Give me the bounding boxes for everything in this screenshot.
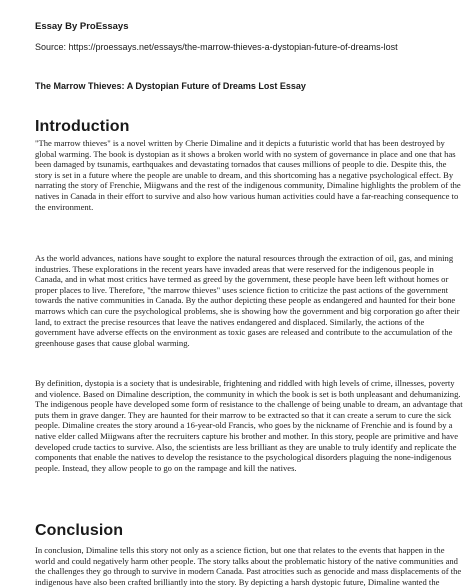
site-title: Essay By ProEssays	[35, 21, 129, 32]
paragraph-1: "The marrow thieves" is a novel written by Cherie Dimaline and it depicts a futuristic world that has been destroyed by global warming. The book is dystopian as it shows a broken world with no system of governance in place and one that has been damaged by tsunamis, earthquakes and devastating tornados that causes millions of people to die. Despite this, the story is set in a future where the people are unable to dream, and this shortcoming has a negative psychological effect. By narrating the story of Frenchie, Miigwans and the rest of the indigenous community, Dimaline highlights the problem of the natives in Canada in their effort to survive and also how various human activities could have a far-reaching consequence to the environment.	[35, 138, 461, 212]
essay-title: The Marrow Thieves: A Dystopian Future of Dreams Lost Essay	[35, 81, 306, 91]
paragraph-3: By definition, dystopia is a society that is undesirable, frightening and riddled with high levels of crime, illnesses, poverty and violence. Based on Dimaline description, the community in which the book is set is both unpleasant and dehumanizing. The indigenous people have developed some form of resistance to the challenge of being unable to dream, an advantage that puts them in grave danger. They are haunted for their marrow to be extracted so that it can create a serum to cure the sick people. Dimaline creates the story around a 16-year-old Francis, who goes by the nickname of Frenchie and is found by a native elder called Miigwans after the recruiters capture his brother and mother. In this story, people are primitive and have developed crude tactics to survive. Also, the scientists are less brilliant as they are unable to truly identify and replicate the components that enable the natives to develop the resistance to the psychological disorders plaguing the none-indigenous people. Instead, they allow people to go on the rampage and kill the natives.	[35, 378, 463, 473]
source-line: Source: https://proessays.net/essays/the-marrow-thieves-a-dystopian-future-of-dreams-lost	[35, 42, 398, 52]
paragraph-4: In conclusion, Dimaline tells this story not only as a science fiction, but one that relates to the events that happen in the world and could negatively harm other people. The story talks about the problematic history of the native communities and the challenges they go through to survive in modern Canada. Past atrocities such as genocide and mass displacements of the indigenous have also been crafted brilliantly into the story. By depicting a harsh dystopic future, Dimaline wanted the	[35, 545, 462, 587]
paragraph-2: As the world advances, nations have sought to explore the natural resources through the extraction of oil, gas, and mining industries. These explorations in the recent years have invaded areas that were reserved for the indigenous people in Canada, and in what most critics have termed as greed by the government, these people have been left without homes or proper places to live. Therefore, "the marrow thieves" uses science fiction to criticize the past actions of the government towards the native communities in Canada. By the author depicting these people as endangered and haunted for their bone marrows which can cure the psychological problems, she is showing how the government and big corporation go after their land, to extract the precise resources that leave the natives endangered and displaced. Similarly, the actions of the government have adverse effects on the environment as toxic gases are released and contribute to the accumulation of the greenhouse gases that cause global warming.	[35, 253, 460, 348]
introduction-heading: Introduction	[35, 118, 130, 135]
conclusion-heading: Conclusion	[35, 522, 124, 539]
